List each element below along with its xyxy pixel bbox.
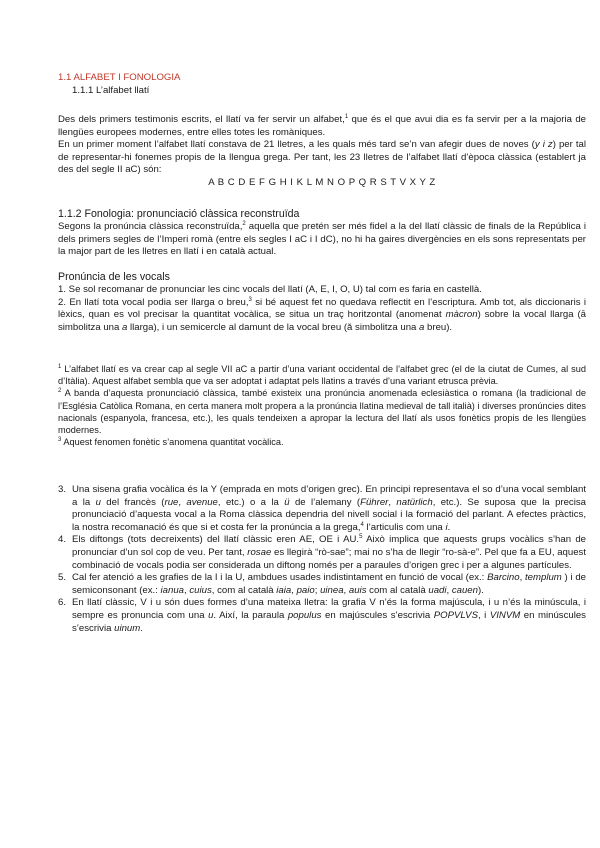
alphabet-letters: A B C D E F G H I K L M N O P Q R S T V X Y Z (208, 176, 436, 188)
list-item-6: 6. En llatí clàssic, V i u són dues formes d’una mateixa lletra: la grafia V n’és la forma majúscula, i u n’és la minúscula, i sempre es pronuncia com una u. Així, la paraula populus en majúscules s’escrivia POPVLVS, i VINVM en minúscules s’escrivia uinum. (58, 597, 586, 634)
list-item-4: 4. Els diftongs (tots decreixents) del llatí clàssic eren AE, OE i AU.$^5$ Això implica que aquests grups vocàlics s’han de pronunciar d’un sol cop de veu. Per tant, rosae es llegirà “rò-sae”; mai no s’ha de llegir “ro-sà-e”. Pel que fa a EU, aquest combinació de vocals podia ser considerada un diftong només per a paraules d’origen grec i per a algunes partícules. (58, 534, 586, 571)
phonology-paragraph: Segons la pronúncia clàssica reconstruïda,$^2$ aquella que pretén ser més fidel a la del llatí clàssic de finals de la República i dels primers segles de l’Imperi romà (entre els segles I aC i I dC), no hi ha gaires divergències en els sons representats per la major part de les lletres en llatí i en català actual. (58, 220, 586, 258)
subsection-title: 1.1.1 L’alfabet llatí (72, 84, 150, 96)
alphabet-paragraph-1: Des dels primers testimonis escrits, el llatí va fer servir un alfabet,$^1$ que és el que avui dia es fa servir per a la majoria de llengües europees modernes, entre elles totes les romàniques. (58, 113, 586, 138)
section-title: 1.1 ALFABET I FONOLOGIA (58, 72, 181, 83)
footnote-ref-1[interactable]: 1 (344, 113, 349, 120)
list-item-5: 5. Cal fer atenció a les grafies de la I i la U, ambdues usades indistintament en funció de vocal (ex.: Barcino, templum ) i de semiconsonant (ex.: ianua, cuius, com al català iaia, paio; uinea, auis com al català uadi, cauen). (58, 572, 586, 596)
vowels-item-1: 1. Se sol recomanar de pronunciar les cinc vocals del llatí (A, E, I, O, U) tal com es faria en castellà. (58, 284, 482, 295)
footnote-ref-2[interactable]: 2 (242, 220, 246, 227)
section-heading (58, 72, 586, 97)
phonology-block (58, 208, 586, 259)
list-item-3: 3. Una sisena grafia vocàlica és la Y (emprada en mots d’origen grec). En principi representava el so d’una vocal semblant a la u del francès (rue, avenue, etc.) o a la ü de l’alemany (Führer, natürlich, etc.). Se suposa que la precisa pronunciació d’aquesta vocal a la Roma clàssica dependria del nivell social i la formació del parlant. A efectes pràctics, la nostra recomanació és que si et costa fer la pronúncia a la grega,$^4$ l’articulis com una i. (58, 484, 586, 533)
footnotes (58, 363, 586, 448)
vowels-title: Pronúncia de les vocals (58, 271, 170, 283)
phonology-title: 1.1.2 Fonologia: pronunciació clàssica reconstruïda (58, 208, 300, 220)
vowels-list-continued (58, 484, 586, 635)
footnote-ref-5[interactable]: 5 (359, 534, 363, 541)
alphabet-paragraph-2: En un primer moment l’alfabet llatí constava de 21 lletres, a les quals més tard se’n van afegir dues de noves (y i z) per tal de representar-hi fonemes propis de la llengua grega. Per tant, les 23 lletres de l’alfabet llatí d’època clàssica (establert ja des del segle II aC) són: (58, 139, 586, 176)
footnote-2: $^2$ A banda d’aquesta pronunciació clàssica, també existeix una pronúncia anomenada eclesiàstica o romana (la tradicional de l’Església Catòlica Romana, en certa manera molt propera a la pronúncia llatina medieval de tall italià) i diverses pronúncies dites nacionals (espanyola, francesa, etc.), les quals tendeixen a apropar la lectura del llatí als usos fonètics propis de les llengües modernes. (58, 388, 586, 436)
footnote-3: $^3$ Aquest fenomen fonètic s’anomena quantitat vocàlica. (58, 437, 284, 448)
vowels-item-2: 2. En llatí tota vocal podia ser llarga o breu,$^3$ si bé aquest fet no quedava reflectit en l’escriptura. Amb tot, als diccionaris i lèxics, quan es vol precisar la quantitat vocàlica, se situa un traç horitzontal (anomenat màcron) sobre la vocal llarga (ā simbolitza una a llarga), i un semicercle al damunt de la vocal breu (ă simbolitza una a breu). (58, 296, 586, 333)
footnote-ref-4[interactable]: 4 (360, 521, 364, 528)
footnote-1: $^1$ L’alfabet llatí es va crear cap al segle VII aC a partir d’una variant occidental de l’alfabet grec (el de la ciutat de Cumes, al sud d’Itàlia). Aquest alfabet sembla que va ser adoptat i adaptat pels llatins a través d’una variant etrusca prèvia. (58, 363, 586, 387)
alphabet-paragraphs (58, 114, 586, 190)
vowels-block (58, 271, 586, 334)
footnote-ref-3[interactable]: 3 (248, 296, 252, 303)
